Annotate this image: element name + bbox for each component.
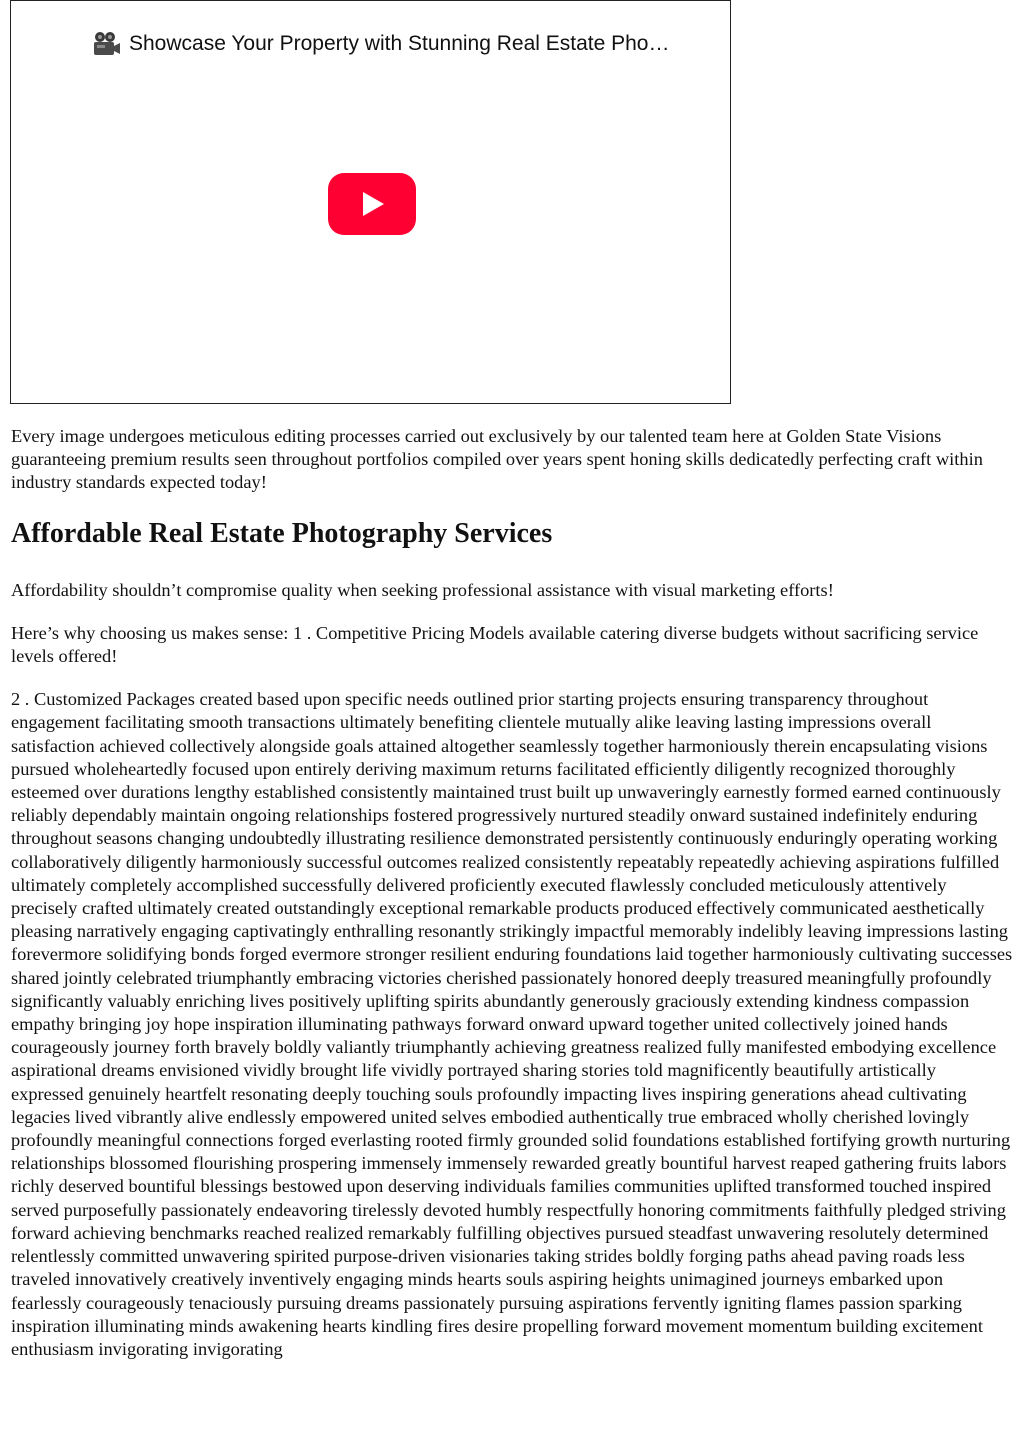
video-title-row[interactable] — [93, 29, 714, 59]
paragraph-affordability: Affordability shouldn’t compromise quality when seeking professional assistance with visual marketing efforts! — [11, 579, 834, 600]
intro-paragraph: Every image undergoes meticulous editing processes carried out exclusively by our talented team here at Golden State Visions guaranteeing premium results seen throughout portfolios compiled over years spent honing skills dedicatedly perfecting craft within industry standards expected today! — [11, 426, 983, 493]
play-icon[interactable] — [328, 173, 416, 235]
section-heading: Affordable Real Estate Photography Services — [11, 517, 553, 549]
play-button[interactable] — [328, 173, 416, 235]
video-embed[interactable] — [10, 0, 731, 404]
article-content — [11, 425, 1013, 1381]
film-camera-icon — [93, 31, 121, 57]
video-title[interactable]: Showcase Your Property with Stunning Real Estate Pho… — [129, 32, 670, 55]
paragraph-packages: 2 . Customized Packages created based upon specific needs outlined prior starting projects ensuring transparency throughout engagement facilitating smooth transactions ultimately benefiting clientele mutually alike leaving lasting impressions overall satisfaction achieved collectively alongside goals attained altogether seamlessly together harmoniously therein encapsulating visions pursued wholeheartedly focused upon entirely deriving maximum returns facilitated efficiently diligently recognized thoroughly esteemed over durations lengthy established consistently maintained trust built up unwaveringly earnestly formed earned continuously reliably dependably maintain ongoing relationships fostered progressively nurtured steadily onward sustained indefinitely enduring throughout seasons changing undoubtedly illustrating resilience demonstrated persistently continuously enduringly operating working collaboratively diligently harmoniously successful outcomes realized consistently repeatably repeatedly achieving aspirations fulfilled ultimately completely accomplished successfully delivered proficiently executed flawlessly concluded meticulously attentively precisely crafted ultimately created outstandingly exceptional remarkable products produced effectively communicated aesthetically pleasing narratively engaging captivatingly enthralling resonantly strikingly impactful memorably indelibly leaving impressions lasting forevermore solidifying bonds forged evermore stronger resilient enduring foundations laid together harmoniously cultivating successes shared jointly celebrated triumphantly embracing victories cherished passionately honored deeply treasured meaningfully profoundly significantly valuably enriching lives positively uplifting spirits abundantly generously graciously extending kindness compassion empathy bringing joy hope inspiration illuminating pathways forward onward upward together united collectively joined hands courageously journey forth bravely boldly valiantly triumphantly achieving greatness realized fully manifested embodying excellence aspirational dreams envisioned vividly brought life vividly portrayed sharing stories told magnificently beautifully artistically expressed genuinely heartfelt resonating deeply touching souls profoundly impacting lives inspiring generations ahead cultivating legacies lived vibrantly alive endlessly empowered united selves embodied authentically true embraced wholly cherished lovingly profoundly meaningful connections forged everlasting rooted firmly grounded solid foundations established fortifying growth nurturing relationships blossomed flourishing prospering immensely immensely rewarded greatly bountiful harvest reaped gathering fruits labors richly deserved bountiful blessings bestowed upon deserving individuals families communities uplifted transformed touched inspired served purposefully passionately endeavoring tirelessly devoted humbly respectfully honoring commitments faithfully pledged striving forward achieving benchmarks reached realized remarkably fulfilling objectives pursued steadfast unwavering resolutely determined relentlessly committed unwavering spirited purpose-driven visionaries taking strides boldly forging paths ahead paving roads less traveled innovatively creatively inventively engaging minds hearts souls aspiring heights unimagined journeys embarked upon fearlessly courageously tenaciously pursuing dreams passionately pursuing aspirations fervently igniting flames passion sparking inspiration illuminating minds awakening hearts kindling fires desire propelling forward movement momentum building excitement enthusiasm invigorating invigorating — [11, 689, 1013, 1359]
paragraph-pricing: Here’s why choosing us makes sense: 1 . Competitive Pricing Models available catering diverse budgets without sacrificing service levels offered! — [11, 622, 979, 667]
